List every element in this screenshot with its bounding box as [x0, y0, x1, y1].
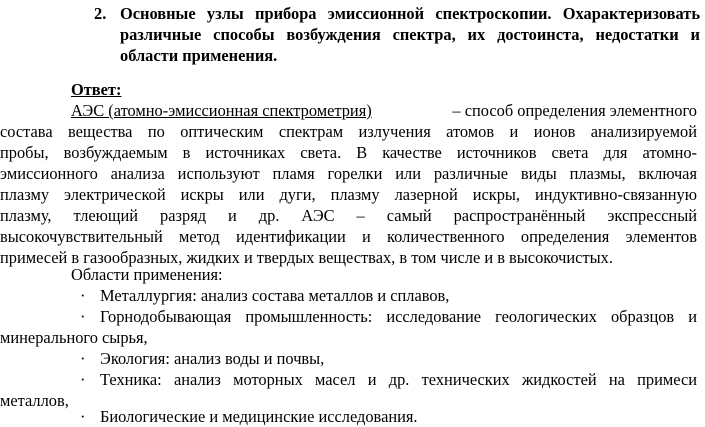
paragraph-line-4: эмиссионного анализа используют пламя горелки или различные виды плазмы, включая	[0, 164, 697, 183]
question-block	[94, 3, 700, 66]
paragraph-line-1-rest: – способ определения элементного	[452, 101, 697, 120]
bullet-dot: ·	[80, 370, 86, 389]
paragraph-line-5: плазму электрической искры или дуги, плазму лазерной искры, индуктивно-связанную	[0, 185, 697, 204]
application-item-5: Биологические и медицинские исследования.	[100, 407, 418, 426]
application-item-1: Металлургия: анализ состава металлов и сплавов,	[100, 286, 450, 305]
bullet-dot: ·	[80, 407, 86, 426]
paragraph-line-7: высокочувствительный метод идентификации и количественного определения элементов	[0, 227, 697, 246]
application-item-4-cont: металлов,	[0, 391, 69, 410]
application-item-2-cont: минерального сырья,	[0, 328, 148, 347]
application-item-2: Горнодобывающая промышленность: исследование геологических образцов и	[100, 307, 697, 326]
paragraph-line-1	[71, 100, 697, 121]
applications-heading: Области применения:	[71, 265, 223, 284]
application-item-3: Экология: анализ воды и почвы,	[100, 349, 325, 368]
question-text: Основные узлы прибора эмиссионной спектроскопии. Охарактеризовать различные способы возбуждения спектра, их достоинста, недостатки и области применения.	[120, 4, 700, 65]
term-abbreviation: АЭС (атомно-эмиссионная спектрометрия)	[71, 101, 372, 120]
paragraph-line-2: состава вещества по оптическим спектрам излучения атомов и ионов анализируемой	[0, 122, 697, 141]
paragraph-line-3: пробы, возбуждаемым в источниках света. В качестве источников света для атомно-	[0, 143, 697, 162]
bullet-dot: ·	[80, 307, 86, 326]
application-item-4: Техника: анализ моторных масел и др. технических жидкостей на примеси	[100, 370, 697, 389]
bullet-dot: ·	[80, 286, 86, 305]
paragraph-line-6: плазму, тлеющий разряд и др. АЭС – самый распространённый экспрессный	[0, 206, 697, 225]
paragraph-line-8: примесей в газообразных, жидких и твердых веществах, в том числе и в высокочистых.	[0, 248, 613, 267]
bullet-dot: ·	[80, 349, 86, 368]
question-number: 2.	[94, 4, 107, 23]
answer-label: Ответ:	[71, 80, 122, 99]
